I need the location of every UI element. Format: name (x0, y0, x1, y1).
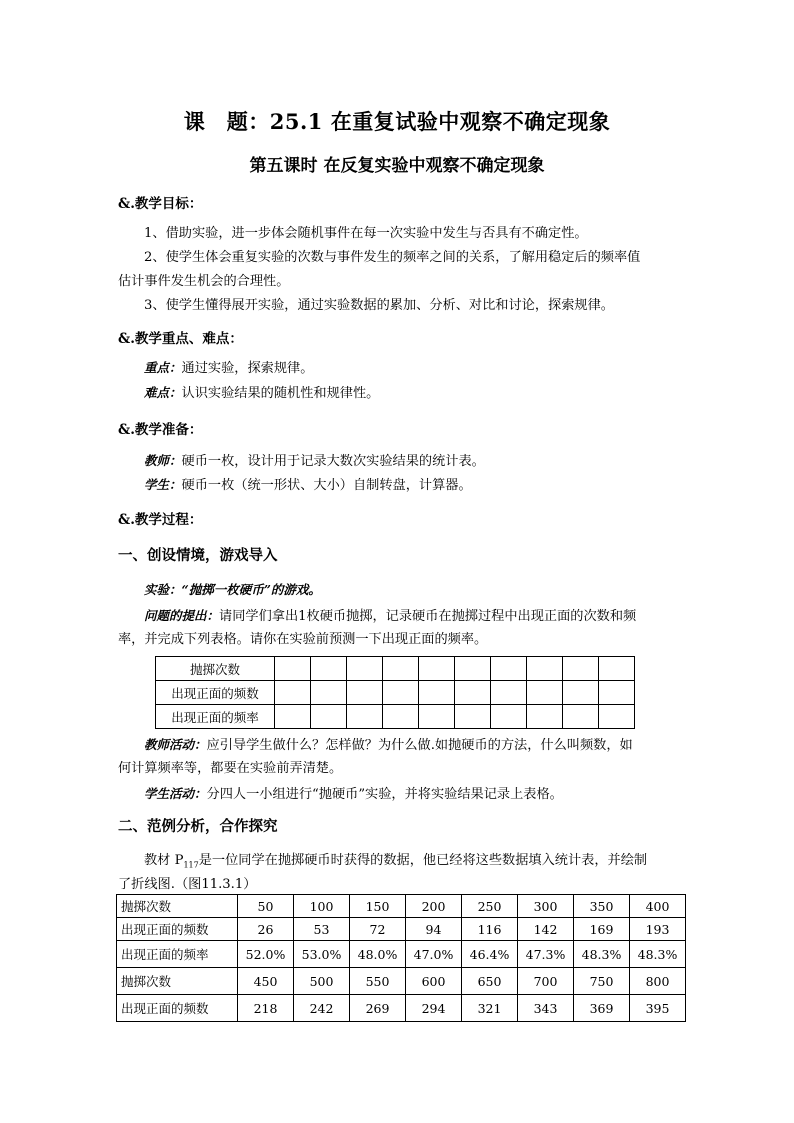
difficult-point (118, 381, 714, 406)
table-cell: 650 (462, 968, 518, 995)
table-cell: 193 (630, 918, 686, 941)
table-cell: 53.0% (294, 941, 350, 968)
table-row (117, 941, 686, 968)
table-cell: 200 (406, 895, 462, 918)
frequency-record-table (155, 656, 635, 729)
teacher-activity-label: 教师活动： (144, 737, 207, 752)
teacher-activity-2: 何计算频率等，都要在实验前弄清楚。 (118, 761, 343, 776)
table-row-header: 抛掷次数 (156, 657, 275, 681)
prep-heading: &.教学准备： (118, 422, 203, 438)
table-cell: 46.4% (462, 941, 518, 968)
table-cell: 250 (462, 895, 518, 918)
objectives-heading: &.教学目标： (118, 196, 203, 212)
table-cell: 53 (294, 918, 350, 941)
question-text-1: 请同学们拿出1枚硬币抛掷，记录硬币在抛掷过程中出现正面的次数和频 (219, 609, 637, 624)
teacher-text: 硬币一枚，设计用于记录大数次实验结果的统计表。 (181, 454, 485, 469)
table-row-header: 出现正面的频数 (117, 995, 238, 1022)
page-subtitle: 第五课时 在反复实验中观察不确定现象 (249, 156, 545, 176)
student-activity-label: 学生活动： (144, 786, 207, 801)
textbook-ref: 教材 P (144, 853, 184, 868)
table-row-header: 出现正面的频数 (156, 681, 275, 705)
table-cell: 750 (574, 968, 630, 995)
key-point (118, 356, 714, 381)
prep-student (118, 473, 714, 498)
page-title: 课 题：25.1 在重复试验中观察不确定现象 (183, 109, 611, 134)
table-cell: 94 (406, 918, 462, 941)
table-row (156, 705, 635, 729)
objective-3: 3、使学生懂得展开实验，通过实验数据的累加、分析、对比和讨论，探索规律。 (144, 298, 614, 313)
table-row (117, 995, 686, 1022)
table-cell: 350 (574, 895, 630, 918)
table-cell: 550 (350, 968, 406, 995)
table-cell: 300 (518, 895, 574, 918)
table-row-header: 出现正面的频率 (156, 705, 275, 729)
table-cell: 600 (406, 968, 462, 995)
question-line-1 (118, 604, 714, 629)
difficult-label: 难点： (144, 385, 182, 400)
table-row-header: 抛掷次数 (117, 895, 238, 918)
table-row-header: 出现正面的频数 (117, 918, 238, 941)
table-row (156, 681, 635, 705)
table-cell: 116 (462, 918, 518, 941)
key-label: 重点： (144, 360, 182, 375)
table-row (156, 657, 635, 681)
coin-toss-data-table (116, 894, 686, 1022)
student-label: 学生： (144, 477, 182, 492)
table-cell: 47.3% (518, 941, 574, 968)
section2-text-1b: 是一位同学在抛掷硬币时获得的数据，他已经将这些数据填入统计表，并绘制 (198, 853, 648, 868)
table-cell: 150 (350, 895, 406, 918)
table-cell: 47.0% (406, 941, 462, 968)
table-cell: 500 (294, 968, 350, 995)
keypoints-heading: &.教学重点、难点： (118, 331, 243, 347)
question-line-2: 率，并完成下列表格。请你在实验前预测一下出现正面的频率。 (118, 632, 488, 647)
table-cell: 48.0% (350, 941, 406, 968)
table-cell: 269 (350, 995, 406, 1022)
table-cell: 242 (294, 995, 350, 1022)
student-text: 硬币一枚（统一形状、大小）自制转盘，计算器。 (181, 478, 472, 493)
table-cell: 142 (518, 918, 574, 941)
objective-2-cont: 估计事件发生机会的合理性。 (118, 274, 290, 289)
table-cell: 50 (238, 895, 294, 918)
teacher-label: 教师： (144, 453, 182, 468)
student-activity-text: 分四人一小组进行“抛硬币”实验，并将实验结果记录上表格。 (206, 787, 563, 802)
table-cell: 169 (574, 918, 630, 941)
process-heading: &.教学过程： (118, 512, 203, 528)
table-cell: 48.3% (630, 941, 686, 968)
experiment-text: 实验：“抛掷一枚硬币”的游戏。 (144, 582, 321, 597)
table-cell: 48.3% (574, 941, 630, 968)
table-cell: 100 (294, 895, 350, 918)
key-text: 通过实验，探索规律。 (181, 361, 314, 376)
table-cell: 700 (518, 968, 574, 995)
section2-heading: 二、范例分析，合作探究 (118, 818, 278, 835)
table-row-header: 抛掷次数 (117, 968, 238, 995)
teacher-activity-text-1: 应引导学生做什么？怎样做？为什么做.如抛硬币的方法，什么叫频数，如 (206, 738, 633, 753)
section1-heading: 一、创设情境，游戏导入 (118, 547, 278, 564)
table-cell: 343 (518, 995, 574, 1022)
objective-1: 1、借助实验，进一步体会随机事件在每一次实验中发生与否具有不确定性。 (144, 226, 588, 241)
table-cell: 52.0% (238, 941, 294, 968)
table-cell: 294 (406, 995, 462, 1022)
difficult-text: 认识实验结果的随机性和规律性。 (181, 386, 380, 401)
table-cell: 400 (630, 895, 686, 918)
question-label: 问题的提出： (144, 608, 220, 623)
table-row-header: 出现正面的频率 (117, 941, 238, 968)
table-cell: 800 (630, 968, 686, 995)
table-row (117, 895, 686, 918)
table-cell: 395 (630, 995, 686, 1022)
table-cell: 369 (574, 995, 630, 1022)
table-row (117, 968, 686, 995)
objective-2: 2、使学生体会重复实验的次数与事件发生的频率之间的关系，了解用稳定后的频率值 (144, 250, 641, 265)
table-cell: 321 (462, 995, 518, 1022)
page-number-sub: 117 (183, 860, 199, 870)
table-cell: 26 (238, 918, 294, 941)
section2-text-2: 了折线图.（图11.3.1） (118, 877, 257, 892)
table-cell: 72 (350, 918, 406, 941)
table-cell: 218 (238, 995, 294, 1022)
teacher-activity-1 (118, 733, 714, 758)
prep-teacher (118, 449, 714, 474)
student-activity (118, 782, 714, 807)
table-row (117, 918, 686, 941)
table-cell: 450 (238, 968, 294, 995)
